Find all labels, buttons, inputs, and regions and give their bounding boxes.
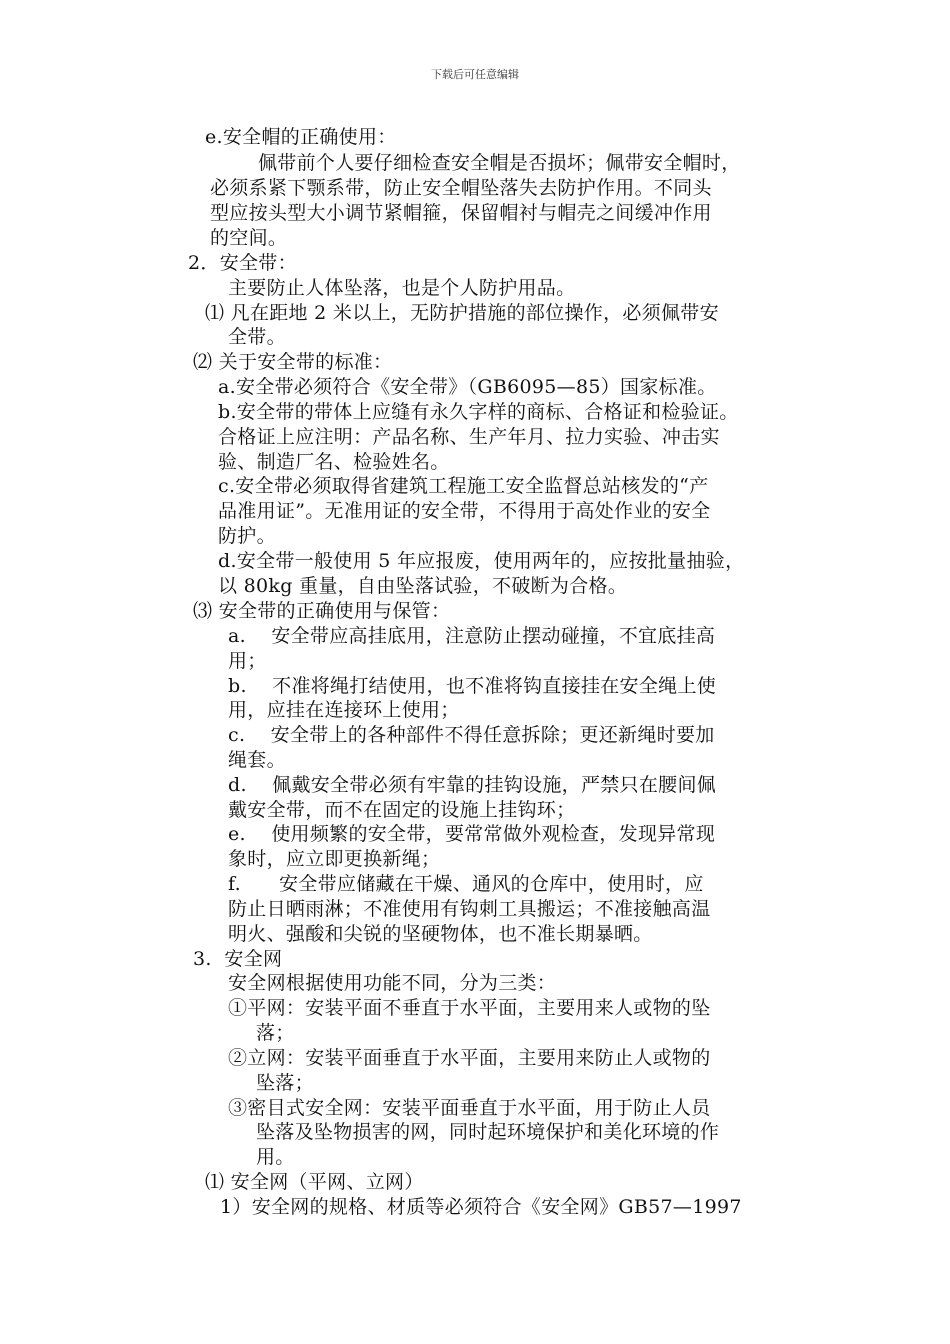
list-item: ②立网：安装平面垂直于水平面，主要用来防止人或物的	[228, 1047, 711, 1069]
list-item: c.安全带必须取得省建筑工程施工安全监督总站核发的“产	[218, 475, 709, 497]
paragraph-line: 的空间。	[210, 227, 288, 249]
list-item: f. 安全带应储藏在干燥、通风的仓库中，使用时，应	[228, 873, 704, 895]
subsection-title: ⑵ 关于安全带的标准：	[193, 351, 393, 373]
paragraph-line: 安全网根据使用功能不同，分为三类：	[228, 972, 557, 994]
hat-section-title: e.安全帽的正确使用：	[205, 126, 397, 148]
list-item: ③密目式安全网：安装平面垂直于水平面，用于防止人员	[228, 1097, 711, 1119]
list-item-continuation: 用，应挂在连接环上使用；	[228, 699, 460, 721]
paragraph-line: 主要防止人体坠落，也是个人防护用品。	[228, 277, 576, 299]
paragraph-line: 型应按头型大小调节紧帽箍，保留帽衬与帽壳之间缓冲作用	[210, 202, 712, 224]
subsection-title: ⑶ 安全带的正确使用与保管：	[193, 600, 451, 622]
list-item-continuation: 合格证上应注明：产品名称、生产年月、拉力实验、冲击实	[218, 426, 720, 448]
list-item: d. 佩戴安全带必须有牢靠的挂钩设施，严禁只在腰间佩	[228, 774, 717, 796]
belt-section-title: 2．安全带：	[188, 252, 297, 274]
list-item-continuation: 坠落；	[256, 1072, 314, 1094]
list-item: a.安全带必须符合《安全带》（GB6095—85）国家标准。	[218, 376, 717, 398]
list-item: a. 安全带应高挂底用，注意防止摆动碰撞，不宜底挂高	[228, 625, 716, 647]
page-header: 下载后可任意编辑	[431, 68, 519, 81]
list-item-continuation: 防护。	[218, 525, 276, 547]
list-item: e. 使用频繁的安全带，要常常做外观检查，发现异常现	[228, 823, 716, 845]
list-item-continuation: 坠落及坠物损害的网，同时起环境保护和美化环境的作	[256, 1121, 720, 1143]
paragraph-line: 佩带前个人要仔细检查安全帽是否损坏；佩带安全帽时，	[258, 152, 741, 174]
list-item-continuation: 用。	[256, 1146, 295, 1168]
list-item-continuation: 象时，应立即更换新绳；	[228, 848, 441, 870]
list-item: c. 安全带上的各种部件不得任意拆除；更还新绳时要加	[228, 724, 715, 746]
list-item: ①平网：安装平面不垂直于水平面，主要用来人或物的坠	[228, 997, 711, 1019]
list-item-continuation: 验、制造厂名、检验姓名。	[218, 451, 450, 473]
list-item-continuation: 防止日晒雨淋；不准使用有钩刺工具搬运；不准接触高温	[228, 898, 711, 920]
list-item-continuation: 全带。	[228, 326, 286, 348]
list-item: d.安全带一般使用 5 年应报废，使用两年的，应按批量抽验，	[218, 550, 745, 572]
list-item-continuation: 明火、强酸和尖锐的坚硬物体，也不准长期暴晒。	[228, 923, 653, 945]
list-item-continuation: 用；	[228, 650, 267, 672]
list-item: ⑴ 凡在距地 2 米以上，无防护措施的部位操作，必须佩带安	[205, 302, 719, 324]
list-item-continuation: 戴安全带，而不在固定的设施上挂钩环；	[228, 799, 576, 821]
list-item: b. 不准将绳打结使用，也不准将钩直接挂在安全绳上使	[228, 675, 717, 697]
net-section-title: 3. 安全网	[193, 948, 283, 970]
paragraph-line: 必须系紧下颚系带，防止安全帽坠落失去防护作用。不同头	[210, 177, 712, 199]
list-item: b.安全带的带体上应缝有永久字样的商标、合格证和检验证。	[218, 401, 739, 423]
subsection-title: ⑴ 安全网（平网、立网）	[205, 1171, 424, 1193]
list-item-continuation: 以 80kg 重量，自由坠落试验，不破断为合格。	[218, 575, 628, 597]
list-item-continuation: 品准用证”。无准用证的安全带，不得用于高处作业的安全	[218, 500, 711, 522]
list-item: 1）安全网的规格、材质等必须符合《安全网》GB57—1997	[220, 1196, 742, 1218]
list-item-continuation: 绳套。	[228, 749, 286, 771]
list-item-continuation: 落；	[256, 1022, 295, 1044]
